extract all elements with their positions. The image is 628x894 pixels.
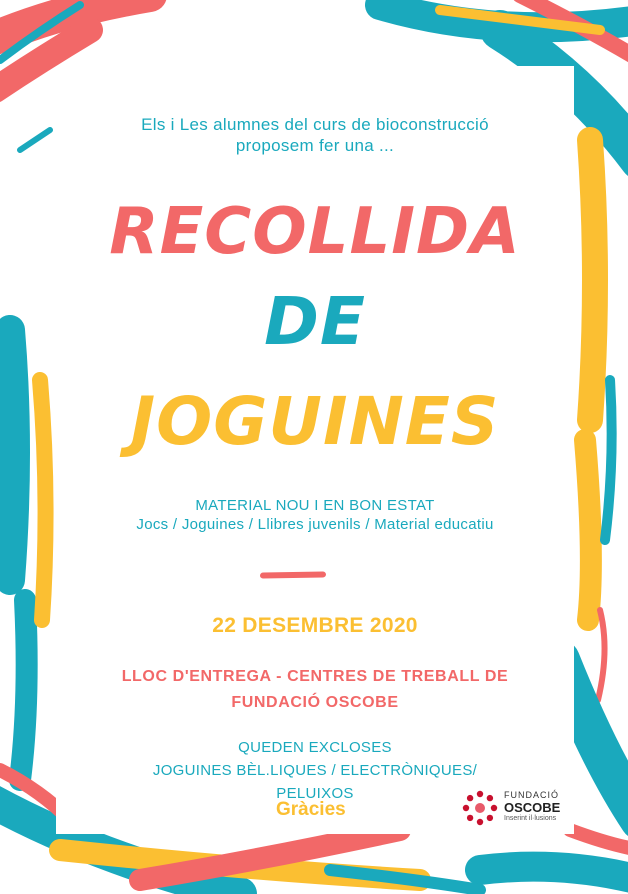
stroke-teal-left [10,330,15,580]
stroke-coral-bottomright [570,830,628,850]
excluded-line-1: QUEDEN EXCLOSES [238,739,392,756]
material-info [56,496,574,534]
stroke-yellow-right [590,140,595,420]
intro-text [56,114,574,156]
stroke-yellow-right-2 [585,440,591,620]
oscobe-logo-icon [462,790,498,826]
oscobe-logo [462,788,572,828]
logo-tagline: Inserint il·lusions [504,815,557,822]
place-line-1: LLOC D'ENTREGA - CENTRES DE TREBALL DE [121,668,509,685]
stroke-coral-right [598,610,605,700]
excluded-line-2: JOGUINES BÈL.LIQUES / ELECTRÒNIQUES/ [152,762,478,779]
stroke-teal-left-thin [20,130,50,150]
thanks-text: Gràcies [276,799,346,820]
title-recollida: RECOLLIDA [109,195,521,269]
excluded-line-3: PELUIXOS [276,785,354,802]
logo-fundacio-text: FUNDACIÓ [504,790,559,800]
material-line-1: MATERIAL NOU I EN BON ESTAT [195,497,435,514]
place-line-2: FUNDACIÓ OSCOBE [231,694,399,711]
intro-line-2: proposem fer una ... [235,136,395,155]
divider-stroke [260,571,326,578]
intro-line-1: Els i Les alumnes del curs de bioconstrucció [141,115,489,134]
title-de: DE [264,283,366,360]
poster-card [56,66,574,834]
logo-name-text: OSCOBE [504,800,561,815]
event-date: 22 DESEMBRE 2020 [212,614,418,637]
title-joguines: JOGUINES [130,383,500,460]
stroke-teal-right [605,380,612,540]
material-line-2: Jocs / Joguines / Llibres juvenils / Material educatiu [136,516,494,533]
stroke-teal-left-2 [20,600,27,780]
stroke-teal-bottomright-2 [480,867,628,880]
delivery-place [56,664,574,716]
stroke-yellow-left [40,380,46,620]
